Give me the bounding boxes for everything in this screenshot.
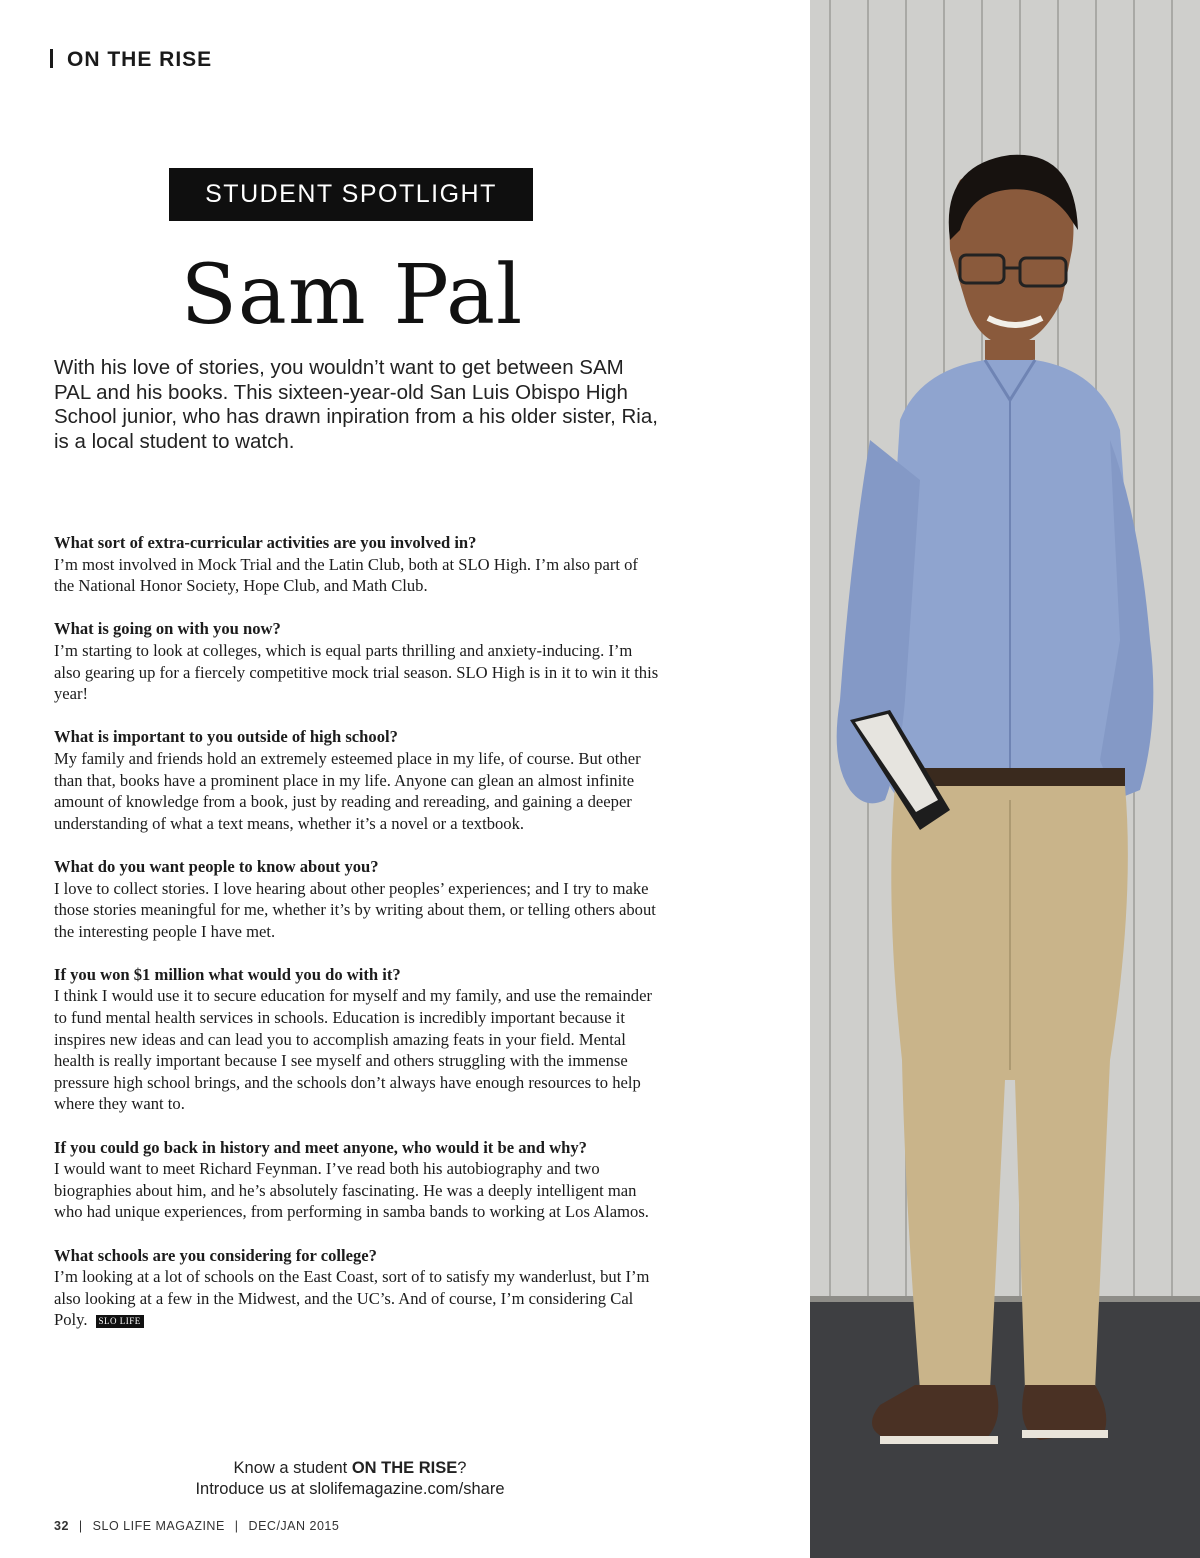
slo-life-end-mark: SLO LIFE — [96, 1315, 144, 1328]
share-callout-prefix: Know a student — [233, 1459, 352, 1477]
qa-item — [54, 726, 659, 834]
qa-item — [54, 1137, 659, 1223]
share-callout-link-text: Introduce us at slolifemagazine.com/share — [195, 1480, 505, 1498]
answer: I’m starting to look at colleges, which is equal parts thrilling and anxiety-inducing. I’m also gearing up for a fiercely competitive mock trial season. SLO High is in it to win it this year! — [54, 640, 659, 704]
question: What do you want people to know about you? — [54, 856, 379, 876]
issue-date: DEC/JAN 2015 — [248, 1519, 340, 1533]
answer: My family and friends hold an extremely esteemed place in my life, of course. But other than that, books have a prominent place in my life. Anyone can glean an almost infinite amount of knowledge from a book, just by reading and rereading, and gaining a deeper understanding of what a text means, whether it’s a novel or a textbook. — [54, 748, 641, 833]
footer-separator: | — [234, 1519, 239, 1533]
share-callout-emphasis: ON THE RISE — [351, 1459, 458, 1477]
page-number: 32 — [54, 1519, 69, 1533]
question: If you won $1 million what would you do with it? — [54, 964, 401, 984]
section-tag — [50, 48, 212, 72]
qa-section — [54, 532, 659, 1353]
answer: I would want to meet Richard Feynman. I’ve read both his autobiography and two biographies about him, and he’s absolutely fascinating. He was a deeply intelligent man who had unique experiences, from performing in samba bands to working at Los Alamos. — [54, 1159, 649, 1222]
page-title: Sam Pal — [180, 248, 524, 343]
page-footer — [54, 1519, 339, 1533]
question: What is important to you outside of high school? — [54, 727, 398, 747]
student-portrait-photo — [810, 0, 1200, 1558]
question: If you could go back in history and meet anyone, who would it be and why? — [54, 1137, 587, 1157]
share-callout — [100, 1458, 600, 1500]
share-callout-line1 — [100, 1458, 600, 1479]
answer: I love to collect stories. I love hearing about other peoples’ experiences; and I try to make those stories meaningful for me, whether it’s by writing about them, or telling others about the interesting people I have met. — [54, 878, 656, 941]
intro-paragraph: With his love of stories, you wouldn’t want to get between SAM PAL and his books. This sixteen-year-old San Luis Obispo High School junior, who has drawn inpiration from a his older sister, Ria, is a local student to watch. — [54, 356, 658, 453]
pavement — [810, 1300, 1200, 1558]
section-label: ON THE RISE — [67, 48, 213, 71]
spotlight-banner: STUDENT SPOTLIGHT — [169, 168, 533, 221]
footer-separator: | — [78, 1519, 83, 1533]
wall-base — [810, 1296, 1200, 1302]
answer — [54, 1266, 659, 1331]
answer: I think I would use it to secure education for myself and my family, and use the remainder to fund mental health services in schools. Education is incredibly important because it inspires new ideas and can lead you to accomplish amazing feats in your field. Mental health is really important because I see myself and others struggling with the immense pressure high school brings, and the schools don’t always have enough resources to help where they want to. — [54, 986, 652, 1114]
qa-item — [54, 618, 659, 704]
share-callout-suffix: ? — [457, 1459, 467, 1477]
question: What sort of extra-curricular activities are you involved in? — [54, 533, 477, 552]
answer-text: I’m looking at a lot of schools on the East Coast, sort of to satisfy my wanderlust, but I’m also looking at a few in the Midwest, and the UC’s. And of course, I’m considering Cal Poly. — [54, 1267, 650, 1330]
qa-item — [54, 856, 659, 942]
question: What schools are you considering for college? — [54, 1245, 377, 1265]
qa-item — [54, 1245, 659, 1331]
qa-item — [54, 964, 659, 1115]
answer: I’m most involved in Mock Trial and the Latin Club, both at SLO High. I’m also part of the National Honor Society, Hope Club, and Math Club. — [54, 554, 638, 596]
publication-name: SLO LIFE MAGAZINE — [92, 1519, 225, 1533]
portrait-illustration — [810, 0, 1200, 1558]
shirt — [880, 360, 1143, 800]
question: What is going on with you now? — [54, 619, 281, 639]
section-divider — [50, 49, 53, 68]
qa-item — [54, 532, 659, 597]
